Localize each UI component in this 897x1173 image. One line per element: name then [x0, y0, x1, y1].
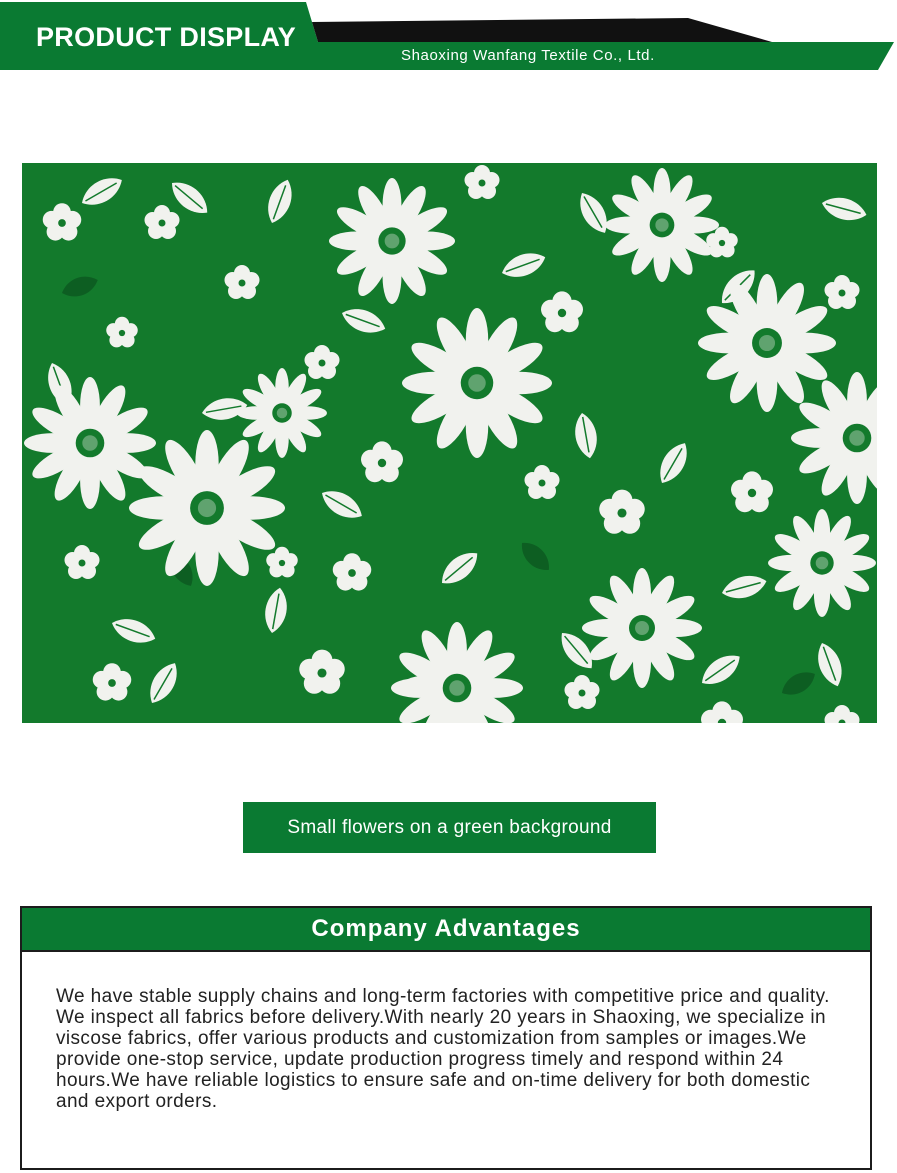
advantages-title: Company Advantages: [311, 915, 581, 942]
product-caption: [243, 802, 656, 853]
product-image: [22, 163, 877, 723]
advantages-text: We have stable supply chains and long-term factories with competitive price and quality. We inspect all fabrics before delivery.With nearly 20 years in Shaoxing, we specialize in viscose fabrics, offer various products and customization from samples or images.We provide one-stop service, update production progress timely and respond within 24 hours.We have reliable logistics to ensure safe and on-time delivery for both domestic and export orders.: [56, 986, 830, 1112]
page-title: PRODUCT DISPLAY: [36, 22, 297, 52]
product-caption-text: Small flowers on a green background: [287, 816, 612, 838]
floral-fabric-icon: [22, 163, 877, 723]
advantages-header: [22, 908, 870, 952]
advantages-panel: [20, 906, 872, 1170]
company-name: Shaoxing Wanfang Textile Co., Ltd.: [401, 47, 655, 64]
header-banner: [0, 0, 897, 72]
